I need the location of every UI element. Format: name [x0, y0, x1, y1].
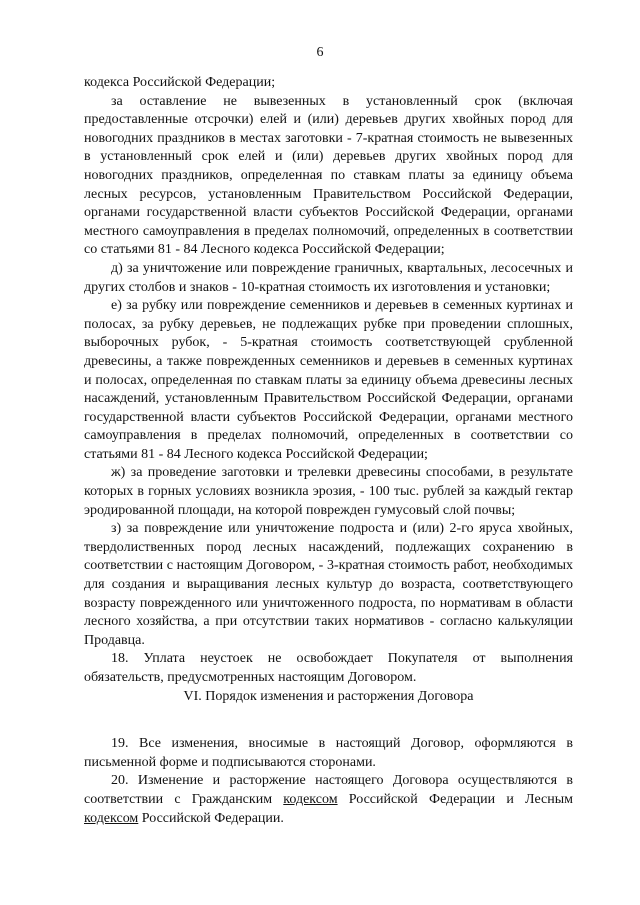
paragraph-continuation: кодекса Российской Федерации; [84, 75, 276, 90]
paragraph-18-penalties: 18. Уплата неустоек не освобождает Покупателя от выполнения обязательств, предусмотренных настоящим Договором. [84, 651, 573, 685]
forest-code-link[interactable]: кодексом [84, 810, 139, 826]
paragraph-20-text-b: Российской Федерации и Лесным [337, 791, 573, 807]
paragraph-20-text-a: 20. Изменение и расторжение настоящего Договора осуществляются в соответствии с Гражданским [84, 773, 573, 807]
paragraph-e-seed-trees: е) за рубку или повреждение семенников и деревьев в семенных куртинах и полосах, за рубку деревьев, не подлежащих рубке при проведении сплошных, выборочных рубок, - 5-кратная стоимость соответствующей срубленной древесины, а также поврежденных семенников и деревьев в семенных куртинах и полосах, определенная по ставкам платы за единицу объема древесины лесных насаждений, установленным Правительством Российской Федерации, органами государственной власти субъектов Российской Федерации, органами местного самоуправления в пределах полномочий, определенных в соответствии со статьями 81 - 84 Лесного кодекса Российской Федерации; [84, 298, 573, 462]
paragraph-unremoved-trees: за оставление не вывезенных в установленный срок (включая предоставленные отсрочки) елей и (или) деревьев других хвойных пород для новогодних праздников в местах заготовки - 7-кратная стоимость не вывезенных в установленный срок елей и (или) деревьев других хвойных пород для новогодних праздников, определенная по ставкам платы за единицу объема лесных ресурсов, установленным Правительством Российской Федерации, органами государственной власти субъектов Российской Федерации, органами местного самоуправления в пределах полномочий, определенных в соответствии со статьями 81 - 84 Лесного кодекса Российской Федерации; [84, 93, 573, 258]
paragraph-20-termination [84, 772, 573, 828]
paragraph-d-boundary-posts: д) за уничтожение или повреждение граничных, квартальных, лесосечных и других столбов и знаков - 10-кратная стоимость их изготовления и установки; [84, 260, 573, 295]
civil-code-link[interactable]: кодексом [283, 791, 338, 807]
document-body [84, 74, 573, 828]
paragraph-zh-erosion: ж) за проведение заготовки и трелевки древесины способами, в результате которых в горных условиях возникла эрозия, - 100 тыс. рублей за каждый гектар эродированной площади, на которой поврежден гумусовый слой почвы; [84, 465, 573, 518]
paragraph-20-text-c: Российской Федерации. [138, 810, 284, 826]
section-title: VI. Порядок изменения и расторжения Договора [183, 688, 474, 704]
paragraph-19-amendments: 19. Все изменения, вносимые в настоящий Договор, оформляются в письменной форме и подписываются сторонами. [84, 736, 573, 770]
page-number: 6 [316, 45, 324, 60]
paragraph-z-undergrowth: з) за повреждение или уничтожение подроста и (или) 2-го яруса хвойных, твердолиственных пород лесных насаждений, подлежащих сохранению в соответствии с настоящим Договором, - 3-кратная стоимость работ, необходимых для создания и выращивания лесных культур до возраста, соответствующего возрасту поврежденного или уничтоженного подроста, по нормативам в области лесного хозяйства, а при отсутствии таких нормативов - согласно калькуляции Продавца. [84, 521, 573, 648]
